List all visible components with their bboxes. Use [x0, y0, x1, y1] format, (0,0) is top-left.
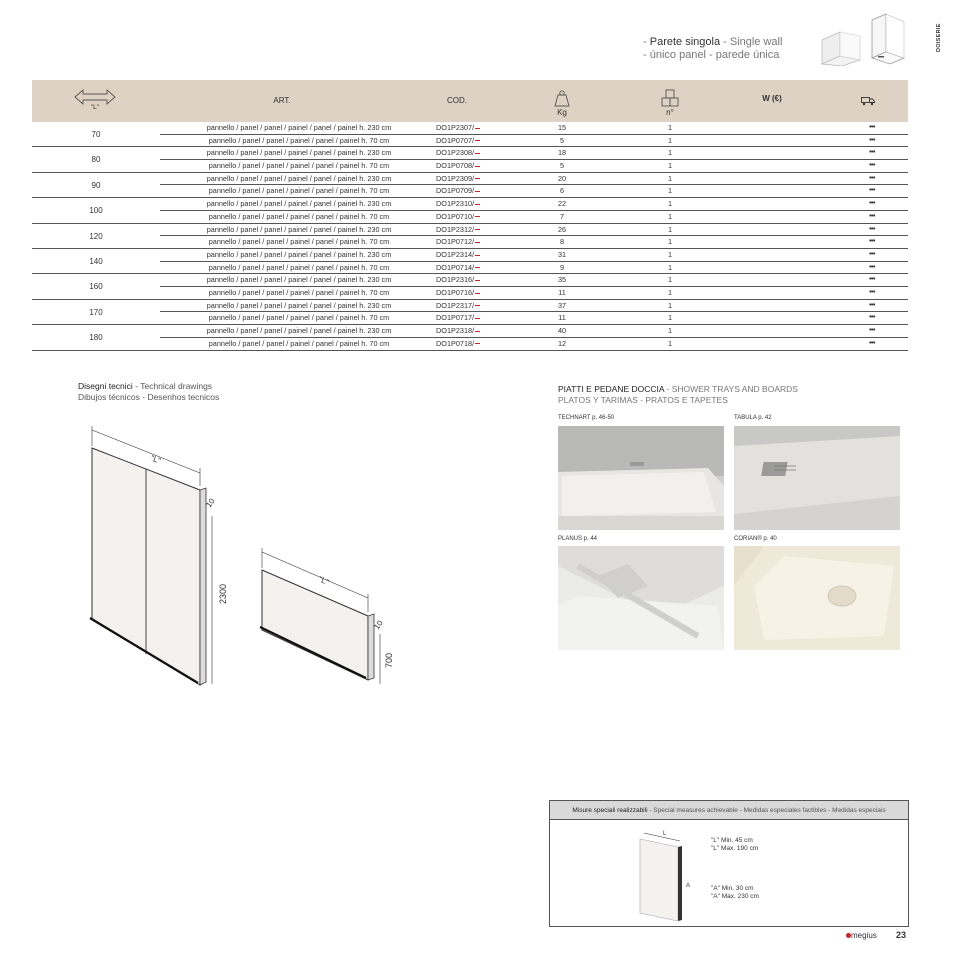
row-size: 90 — [91, 180, 101, 190]
special-measures-translations: - Special measures achievable - Medidas especiales factibles - Medidas especiais — [649, 807, 886, 814]
section-side-tag-label: DOISERIE — [936, 23, 942, 52]
row-code: DO1P0710/ — [436, 211, 496, 224]
row-code: DO1P2310/ — [436, 198, 496, 211]
brand-name: megius — [851, 931, 877, 940]
table-row-group — [32, 147, 908, 172]
table-row — [160, 300, 908, 313]
row-price: ••• — [869, 250, 875, 258]
table-row — [160, 173, 908, 186]
row-weight: 6 — [559, 186, 565, 196]
row-size: 180 — [89, 333, 103, 343]
finish-code-marker — [475, 128, 480, 129]
row-article: pannello / panel / panel / painel / panel / painel h. 70 cm — [208, 161, 390, 171]
finish-code-marker — [475, 280, 480, 281]
finish-code-marker — [475, 318, 480, 319]
row-weight: 8 — [559, 237, 565, 247]
row-price: ••• — [869, 149, 875, 157]
technical-drawing — [80, 420, 410, 690]
row-price: ••• — [869, 124, 875, 131]
row-code: DO1P0718/ — [436, 338, 496, 351]
row-price: ••• — [869, 276, 875, 284]
row-article: pannello / panel / panel / painel / panel / painel h. 70 cm — [208, 288, 390, 298]
finish-code-marker — [475, 178, 480, 179]
table-row-group — [32, 173, 908, 198]
row-price: ••• — [869, 225, 875, 233]
row-code: DO1P2316/ — [436, 274, 496, 287]
finish-code-marker — [475, 166, 480, 167]
finish-code-marker — [475, 331, 480, 332]
row-weight: 18 — [557, 148, 567, 158]
row-weight: 35 — [557, 275, 567, 285]
row-weight: 11 — [558, 313, 566, 323]
row-packages: 1 — [667, 237, 673, 247]
row-packages: 1 — [667, 161, 673, 171]
table-row — [160, 287, 908, 300]
tabula-photo[interactable] — [734, 426, 900, 530]
row-size: 170 — [89, 307, 103, 317]
header-n-label: n° — [666, 108, 674, 117]
packages-icon — [659, 88, 681, 108]
table-row — [160, 211, 908, 224]
row-code: DO1P2309/ — [436, 173, 496, 186]
finish-code-marker — [475, 191, 480, 192]
row-code: DO1P0707/ — [436, 135, 496, 148]
short-width-label: "L" — [317, 574, 331, 587]
row-price: ••• — [869, 301, 875, 309]
row-packages: 1 — [667, 300, 673, 310]
table-row — [160, 160, 908, 173]
special-measures-panel-diagram — [630, 827, 696, 925]
row-price: ••• — [869, 174, 875, 182]
product-title: - Parete singola - Single wall - único panel - parede única — [643, 36, 813, 62]
row-article: pannello / panel / panel / painel / panel / painel h. 70 cm — [208, 313, 390, 323]
row-weight: 7 — [559, 211, 565, 221]
row-price: ••• — [869, 263, 875, 271]
finish-code-marker — [475, 255, 480, 256]
short-depth-label: 10 — [372, 618, 385, 632]
table-row — [160, 325, 908, 338]
table-body — [32, 122, 908, 351]
row-price: ••• — [869, 327, 875, 335]
row-code: DO1P2318/ — [436, 325, 496, 338]
row-price: ••• — [869, 212, 875, 220]
row-size: 80 — [91, 155, 101, 165]
row-article: pannello / panel / panel / painel / panel / painel h. 230 cm — [206, 326, 392, 336]
shower-trays-heading: PIATTI E PEDANE DOCCIA — [558, 384, 665, 394]
table-row-group — [32, 300, 908, 325]
row-size: 70 — [91, 130, 101, 139]
product-table — [32, 80, 908, 351]
technical-drawings-heading: Disegni tecnici — [78, 381, 133, 391]
row-code: DO1P2314/ — [436, 249, 496, 262]
row-code: DO1P0716/ — [436, 287, 496, 300]
special-measures-heading: Misure speciali realizzabili — [572, 807, 648, 814]
row-packages: 1 — [667, 224, 673, 234]
row-weight: 40 — [557, 326, 567, 336]
finish-code-marker — [475, 267, 480, 268]
finish-code-marker — [475, 293, 480, 294]
row-packages: 1 — [667, 275, 673, 285]
section-side-tag — [936, 12, 950, 52]
finish-code-marker — [475, 153, 480, 154]
shower-trays-title — [558, 384, 798, 406]
title-english: - Single wall — [723, 36, 783, 48]
header-width-label: "L" — [90, 104, 100, 111]
l-max: "L" Max. 190 cm — [711, 845, 759, 852]
row-price: ••• — [869, 289, 875, 297]
row-code: DO1P0709/ — [436, 185, 496, 198]
a-axis-label: A — [686, 883, 691, 889]
row-code: DO1P0714/ — [436, 262, 496, 275]
single-wall-thumbnail — [816, 30, 862, 66]
header-kg-label: Kg — [557, 108, 567, 117]
row-article: pannello / panel / panel / painel / panel / painel h. 230 cm — [206, 275, 392, 285]
row-packages: 1 — [667, 326, 673, 336]
finish-code-marker — [475, 216, 480, 217]
row-packages: 1 — [667, 199, 673, 209]
l-min: "L" Min. 45 cm — [711, 837, 753, 844]
brand-logo — [846, 930, 877, 940]
row-weight: 31 — [557, 249, 567, 259]
table-row-group — [32, 325, 908, 350]
row-article: pannello / panel / panel / painel / panel / painel h. 70 cm — [208, 211, 390, 221]
table-header — [32, 80, 908, 122]
row-article: pannello / panel / panel / painel / panel / painel h. 230 cm — [206, 148, 392, 158]
table-row — [160, 224, 908, 237]
tabula-caption: TABULA p. 42 — [734, 415, 772, 421]
row-packages: 1 — [667, 288, 673, 298]
row-article: pannello / panel / panel / painel / panel / painel h. 230 cm — [206, 224, 392, 234]
row-weight: 11 — [558, 288, 566, 298]
table-row — [160, 312, 908, 325]
weight-icon — [551, 88, 573, 108]
row-code: DO1P2317/ — [436, 300, 496, 313]
header-n — [650, 80, 690, 122]
row-code: DO1P2307/ — [436, 122, 496, 135]
tall-depth-label: 10 — [204, 496, 217, 510]
row-weight: 9 — [559, 262, 565, 272]
shower-trays-subtitle: PLATOS Y TARIMAS - PRATOS E TAPETES — [558, 395, 728, 405]
table-row-group — [32, 122, 908, 147]
header-width — [70, 80, 120, 122]
a-min: "A" Min. 30 cm — [711, 885, 754, 892]
row-article: pannello / panel / panel / painel / panel / painel h. 70 cm — [208, 262, 390, 272]
corian-caption: CORIAN® p. 40 — [734, 536, 777, 542]
header-price: W (€) — [762, 94, 782, 103]
row-packages: 1 — [667, 123, 673, 132]
finish-code-marker — [475, 343, 480, 344]
row-weight: 26 — [557, 224, 567, 234]
row-packages: 1 — [667, 313, 673, 323]
header-kg — [542, 80, 582, 122]
table-row — [160, 147, 908, 160]
row-article: pannello / panel / panel / painel / panel / painel h. 70 cm — [208, 237, 390, 247]
technart-caption: TECHNART p. 46-50 — [558, 415, 615, 421]
table-row — [160, 198, 908, 211]
tall-width-label: "L" — [149, 453, 162, 466]
table-row-group — [32, 249, 908, 274]
planus-caption: PLANUS p. 44 — [558, 536, 598, 542]
technart-photo[interactable] — [558, 426, 724, 530]
table-row — [160, 236, 908, 249]
table-row-group — [32, 274, 908, 299]
row-price: ••• — [869, 339, 875, 347]
row-packages: 1 — [667, 249, 673, 259]
row-packages: 1 — [667, 173, 673, 183]
row-code: DO1P0708/ — [436, 160, 496, 173]
row-price: ••• — [869, 314, 875, 322]
planus-photo[interactable] — [558, 546, 724, 650]
row-size: 100 — [89, 206, 103, 216]
short-height-label: 700 — [384, 652, 394, 668]
row-weight: 12 — [557, 338, 567, 348]
row-packages: 1 — [667, 135, 673, 145]
row-packages: 1 — [667, 148, 673, 158]
row-packages: 1 — [667, 186, 673, 196]
truck-icon — [861, 96, 875, 106]
row-weight: 5 — [559, 135, 565, 145]
row-price: ••• — [869, 187, 875, 195]
corian-photo[interactable] — [734, 546, 900, 650]
technical-drawings-title — [78, 381, 219, 403]
finish-code-marker — [475, 204, 480, 205]
row-weight: 15 — [557, 123, 567, 132]
header-delivery — [858, 80, 878, 122]
technical-drawings-english: - Technical drawings — [135, 381, 213, 391]
finish-code-marker — [475, 140, 480, 141]
row-price: ••• — [869, 238, 875, 246]
row-article: pannello / panel / panel / painel / panel / painel h. 230 cm — [206, 123, 392, 132]
special-measures-box — [549, 800, 909, 927]
finish-code-marker — [475, 242, 480, 243]
title-translations: - único panel - parede única — [643, 49, 780, 61]
row-article: pannello / panel / panel / painel / panel / painel h. 230 cm — [206, 300, 392, 310]
header-cod: COD. — [447, 96, 467, 105]
table-row-group — [32, 224, 908, 249]
row-code: DO1P2308/ — [436, 147, 496, 160]
single-wall-drawing-thumbnail — [866, 12, 908, 68]
row-article: pannello / panel / panel / painel / panel / painel h. 230 cm — [206, 173, 392, 183]
row-price: ••• — [869, 200, 875, 208]
row-price: ••• — [869, 136, 875, 144]
table-row — [160, 122, 908, 135]
row-article: pannello / panel / panel / painel / panel / painel h. 70 cm — [208, 186, 390, 196]
title-main: Parete singola — [649, 36, 721, 48]
row-article: pannello / panel / panel / painel / panel / painel h. 70 cm — [208, 135, 390, 145]
row-article: pannello / panel / panel / painel / panel / painel h. 70 cm — [208, 338, 390, 348]
table-row — [160, 135, 908, 148]
finish-code-marker — [475, 305, 480, 306]
row-weight: 5 — [559, 161, 565, 171]
row-size: 140 — [89, 256, 103, 266]
table-row — [160, 185, 908, 198]
row-code: DO1P0712/ — [436, 236, 496, 249]
row-size: 120 — [89, 231, 103, 241]
finish-code-marker — [475, 229, 480, 230]
table-row — [160, 249, 908, 262]
technical-drawings-subtitle: Dibujos técnicos - Desenhos tecnicos — [78, 392, 220, 402]
table-row — [160, 262, 908, 275]
row-packages: 1 — [667, 338, 673, 348]
table-row — [160, 338, 908, 351]
row-price: ••• — [869, 162, 875, 170]
table-row — [160, 274, 908, 287]
row-code: DO1P0717/ — [436, 312, 496, 325]
l-axis-label: L — [663, 831, 667, 837]
row-packages: 1 — [667, 211, 673, 221]
row-weight: 37 — [557, 300, 567, 310]
row-article: pannello / panel / panel / painel / panel / painel h. 230 cm — [206, 249, 392, 259]
row-size: 160 — [89, 282, 103, 292]
row-packages: 1 — [667, 262, 673, 272]
a-max: "A" Max. 230 cm — [711, 893, 759, 900]
page-number: 23 — [896, 930, 907, 940]
row-article: pannello / panel / panel / painel / panel / painel h. 230 cm — [206, 199, 392, 209]
header-art: ART. — [273, 96, 291, 105]
row-weight: 22 — [557, 199, 567, 209]
shower-trays-english: - SHOWER TRAYS AND BOARDS — [666, 384, 798, 394]
row-weight: 20 — [557, 173, 567, 183]
special-measures-header — [550, 801, 908, 820]
row-code: DO1P2312/ — [436, 224, 496, 237]
table-row-group — [32, 198, 908, 223]
tall-height-label: 2300 — [218, 583, 228, 604]
